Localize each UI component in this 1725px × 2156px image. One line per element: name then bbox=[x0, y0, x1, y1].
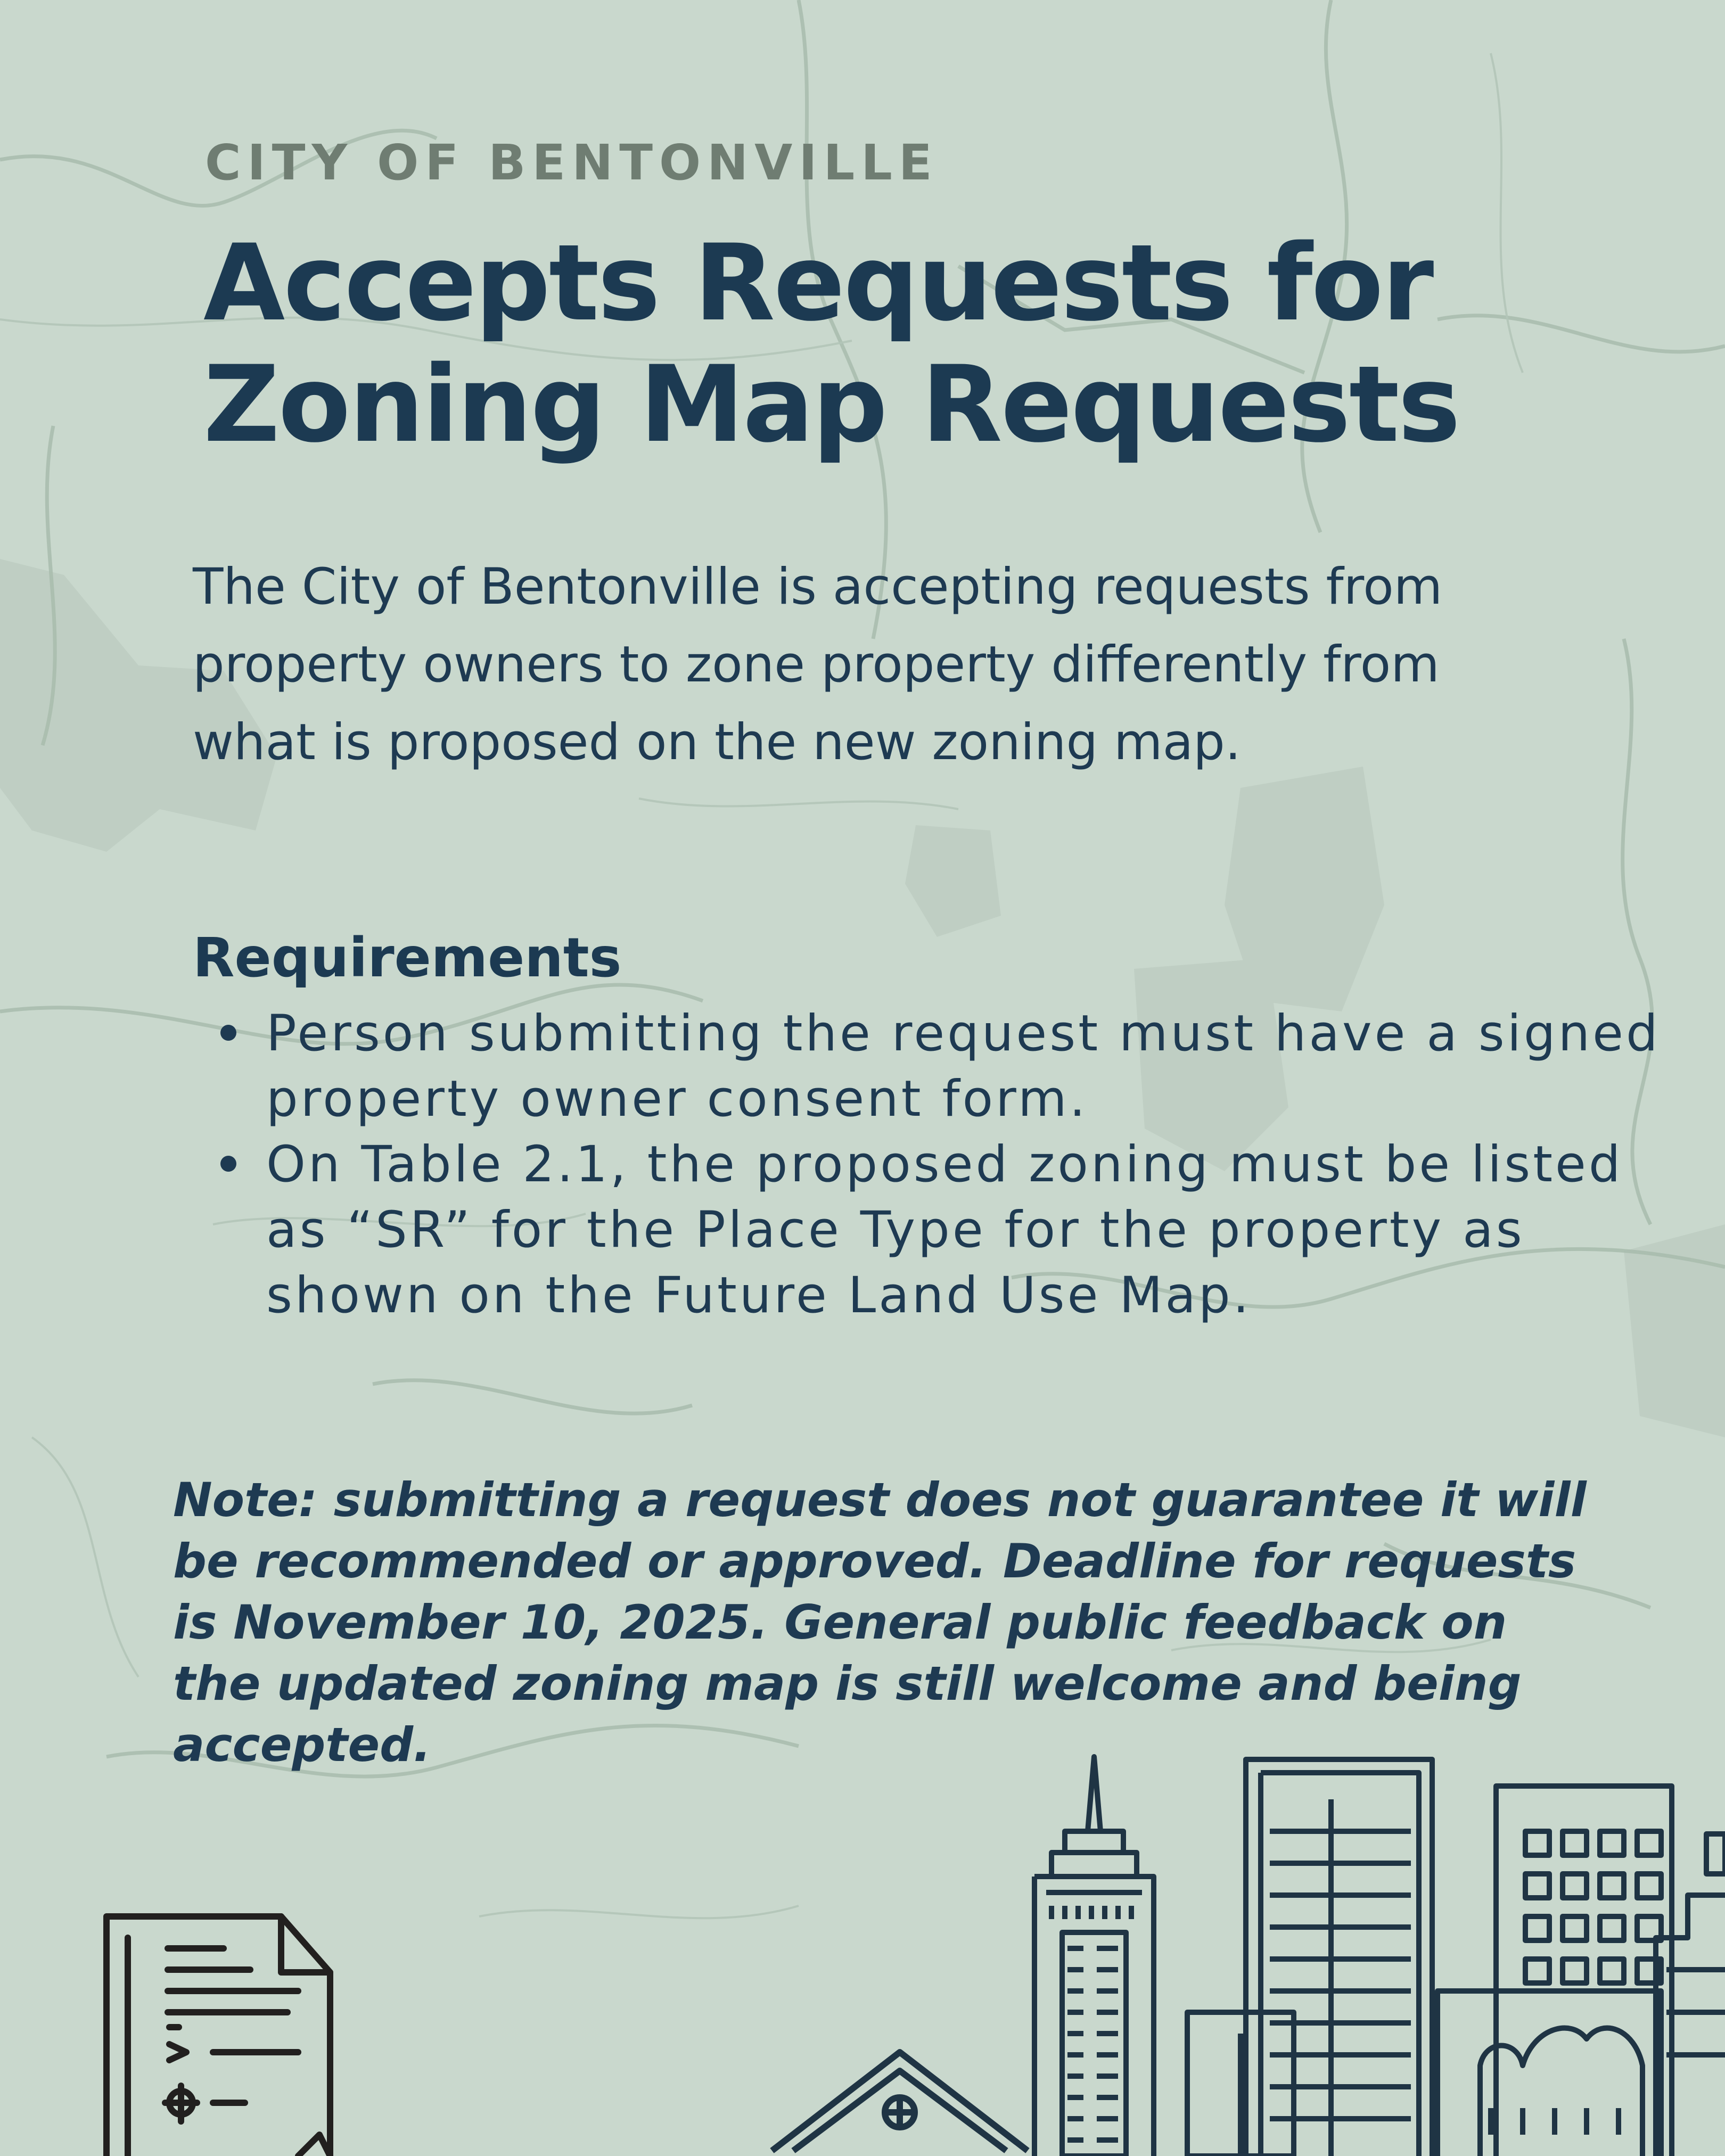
requirement-text: Person submitting the request must have a signed property owner consent form. bbox=[266, 1005, 1661, 1128]
bullet-icon bbox=[220, 1025, 236, 1041]
requirement-item bbox=[213, 1001, 1682, 1132]
requirement-text: On Table 2.1, the proposed zoning must be listed as “SR” for the Place Type for the property as shown on the Future Land Use Map. bbox=[266, 1135, 1623, 1324]
page-title-line-1: Accepts Requests for bbox=[203, 221, 1433, 344]
note-paragraph: Note: submitting a request does not guarantee it will be recommended or approved. Deadline for requests is November 10, 2025. General public feedback on the updated zoning map is still welcome and being accepted. bbox=[173, 1472, 1587, 1772]
page-title bbox=[203, 223, 1641, 465]
intro-paragraph: The City of Bentonville is accepting requests from property owners to zone property differently from what is proposed on the new zoning map. bbox=[193, 558, 1443, 771]
requirement-item bbox=[213, 1132, 1682, 1328]
page-title-line-2: Zoning Map Requests bbox=[203, 343, 1459, 466]
requirements-heading: Requirements bbox=[193, 926, 622, 990]
eyebrow-city-name: CITY OF BENTONVILLE bbox=[205, 134, 939, 191]
requirements-list bbox=[213, 1001, 1682, 1328]
bullet-icon bbox=[220, 1156, 236, 1172]
